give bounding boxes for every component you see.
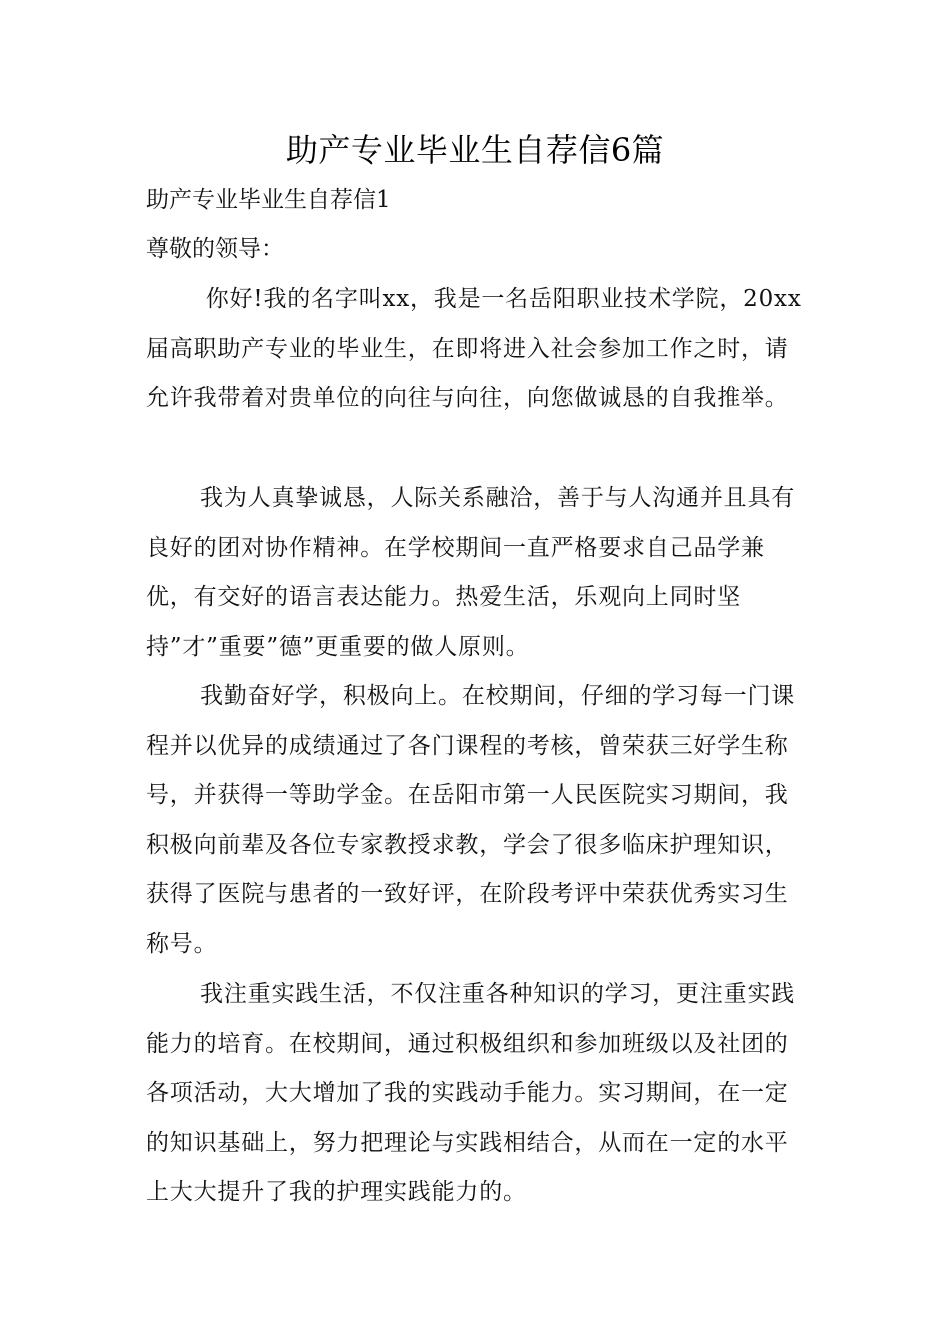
document-title: 助产专业毕业生自荐信6篇	[285, 131, 665, 169]
body-paragraph-2: 我为人真挚诚恳，人际关系融洽，善于与人沟通并且具有良好的团对协作精神。在学校期间一直严格要求自己品学兼优，有交好的语言表达能力。热爱生活，乐观向上同时坚持”才”重要”德”更重要的做人原则。	[146, 485, 796, 660]
body-paragraph-4: 我注重实践生活，不仅注重各种知识的学习，更注重实践能力的培育。在校期间，通过积极组织和参加班级以及社团的各项活动，大大增加了我的实践动手能力。实习期间，在一定的知识基础上，努力把理论与实践相结合，从而在一定的水平上大大提升了我的护理实践能力的。	[146, 981, 796, 1206]
body-paragraph-3: 我勤奋好学，积极向上。在校期间，仔细的学习每一门课程并以优异的成绩通过了各门课程的考核，曾荣获三好学生称号，并获得一等助学金。在岳阳市第一人民医院实习期间，我积极向前辈及各位专家教授求教，学会了很多临床护理知识，获得了医院与患者的一致好评，在阶段考评中荣获优秀实习生称号。	[146, 683, 796, 957]
salutation: 尊敬的领导：	[146, 236, 284, 262]
section-heading: 助产专业毕业生自荐信1	[146, 187, 391, 213]
body-paragraph-1: 你好!我的名字叫xx，我是一名岳阳职业技术学院，20xx届高职助产专业的毕业生，在即将进入社会参加工作之时，请允许我带着对贵单位的向往与向往，向您做诚恳的自我推举。	[146, 286, 802, 412]
